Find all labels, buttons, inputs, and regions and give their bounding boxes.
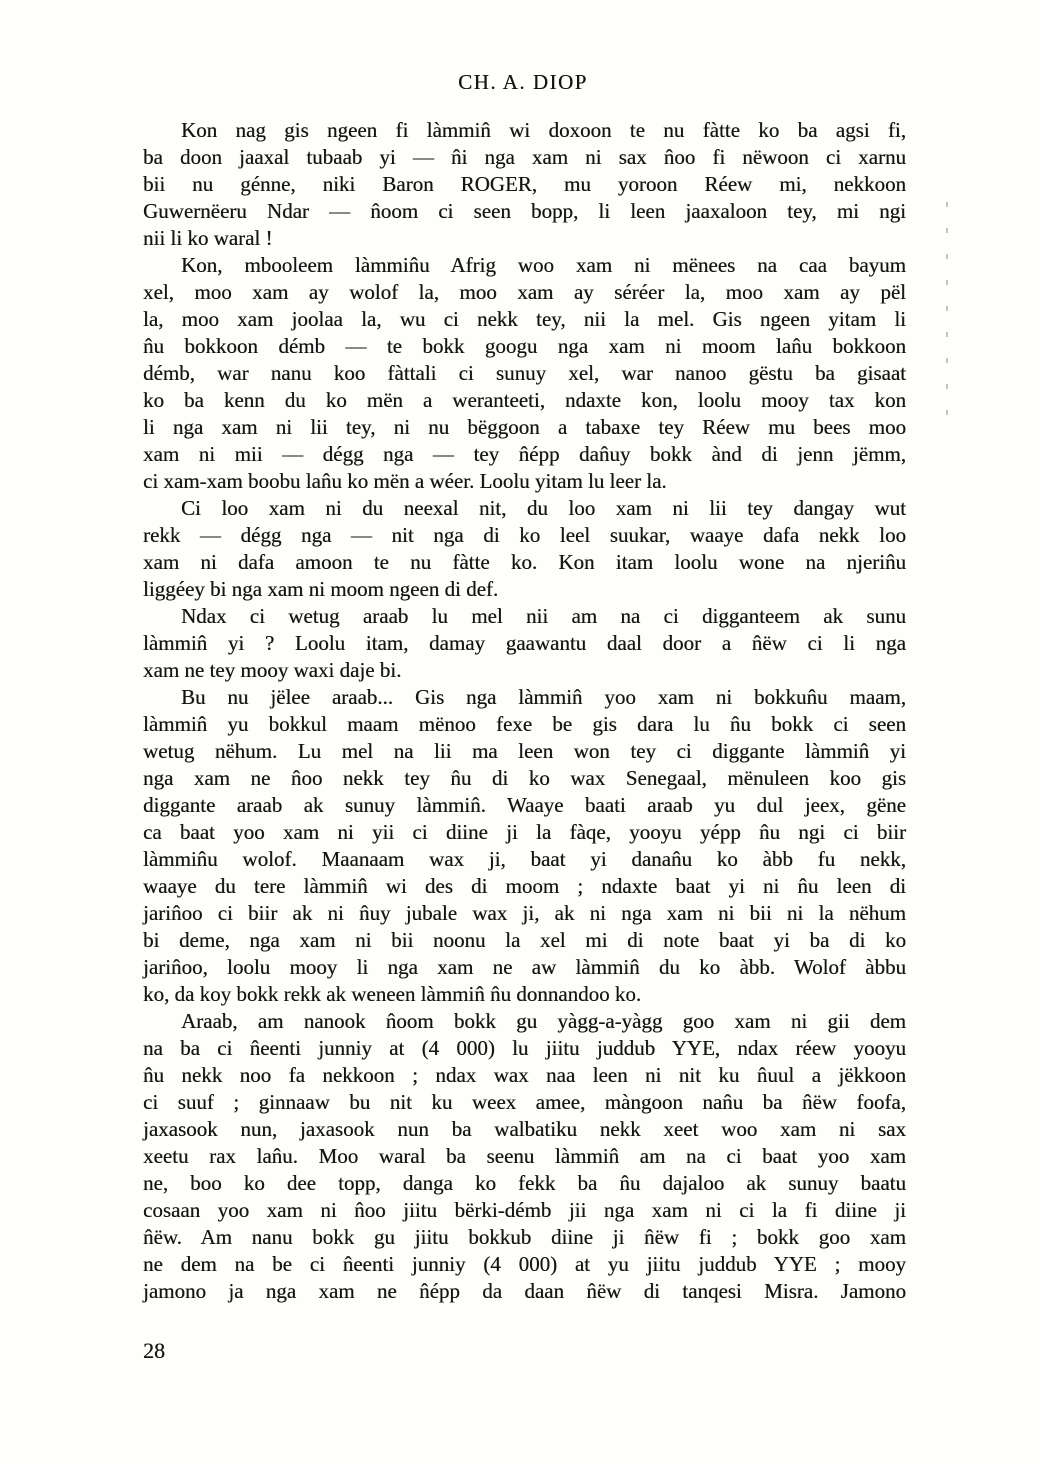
text-line: xam ni dafa amoon te nu fàtte ko. Kon itam loolu wone na njerin̂u [143, 550, 906, 574]
text-line: jamono ja nga xam ne n̂épp da daan n̂ëw di tanqesi Misra. Jamono [143, 1279, 906, 1303]
text-line: jaxasook nun, jaxasook nun ba walbatiku nekk xeet woo xam ni sax [143, 1117, 906, 1141]
text-line: Kon, mbooleem làmmin̂u Afrig woo xam ni mënees na caa bayum [181, 253, 906, 277]
text-line: liggéey bi nga xam ni moom ngeen di def. [143, 577, 499, 601]
paragraph [143, 495, 906, 603]
text-line: Guwernëeru Ndar — n̂oom ci seen bopp, li leen jaaxaloon tey, mi ngi [143, 199, 906, 223]
text-line: xam ne tey mooy waxi daje bi. [143, 658, 402, 682]
text-line: jarin̂oo ci biir ak ni n̂uy jubale wax ji, ak ni nga xam ni bii ni la nëhum [143, 901, 906, 925]
scan-artifact-marks [946, 202, 948, 434]
text-line: Ci loo xam ni du neexal nit, du loo xam ni lii tey dangay wut [181, 496, 906, 520]
text-line: li nga xam ni lii tey, ni nu bëggoon a tabaxe tey Réew mu bees moo [143, 415, 906, 439]
text-line: ko ba kenn du ko mën a weranteeti, ndaxte kon, loolu mooy tax kon [143, 388, 906, 412]
text-line: n̂u bokkoon démb — te bokk googu nga xam ni moom lan̂u bokkoon [143, 334, 906, 358]
text-line: xel, moo xam ay wolof la, moo xam ay séréer la, moo xam ay pël [143, 280, 906, 304]
text-line: bi deme, nga xam ni bii noonu la xel mi di note baat yi ba di ko [143, 928, 906, 952]
text-line: làmmin̂ yi ? Loolu itam, damay gaawantu daal door a n̂ëw ci li nga [143, 631, 906, 655]
text-line: na ba ci n̂eenti junniy at (4 000) lu jiitu juddub YYE, ndax réew yooyu [143, 1036, 906, 1060]
text-line: Ndax ci wetug araab lu mel nii am na ci digganteem ak sunu [181, 604, 906, 628]
text-line: Bu nu jëlee araab... Gis nga làmmin̂ yoo xam ni bokkun̂u maam, [181, 685, 906, 709]
text-line: xam ni mii — dégg nga — tey n̂épp dan̂uy bokk ànd di jenn jëmm, [143, 442, 906, 466]
body-text [143, 117, 906, 1305]
paragraph [143, 684, 906, 1008]
paragraph [143, 252, 906, 495]
text-line: Araab, am nanook n̂oom bokk gu yàgg-a-yàgg goo xam ni gii dem [181, 1009, 906, 1033]
text-line: wetug nëhum. Lu mel na lii ma leen won tey ci diggante làmmin̂ yi [143, 739, 906, 763]
running-header: CH. A. DIOP [458, 70, 588, 94]
text-line: nii li ko waral ! [143, 226, 273, 250]
paragraph [143, 117, 906, 252]
text-line: n̂ëw. Am nanu bokk gu jiitu bokkub diine ji n̂ëw fi ; bokk goo xam [143, 1225, 906, 1249]
text-line: démb, war nanu koo fàttali ci sunuy xel, war nanoo gëstu ba gisaat [143, 361, 906, 385]
text-line: ko, da koy bokk rekk ak weneen làmmin̂ n̂u donnandoo ko. [143, 982, 642, 1006]
text-line: jarin̂oo, loolu mooy li nga xam ne aw làmmin̂ du ko àbb. Wolof àbbu [143, 955, 906, 979]
paragraph [143, 603, 906, 684]
text-line: xeetu rax lan̂u. Moo waral ba seenu làmmin̂ am na ci baat yoo xam [143, 1144, 906, 1168]
text-line: làmmin̂ yu bokkul maam mënoo fexe be gis dara lu n̂u bokk ci seen [143, 712, 906, 736]
text-line: rekk — dégg nga — nit nga di ko leel suukar, waaye dafa nekk loo [143, 523, 906, 547]
text-line: la, moo xam joolaa la, wu ci nekk tey, nii la mel. Gis ngeen yitam li [143, 307, 906, 331]
text-line: ca baat yoo xam ni yii ci diine ji la fàqe, yooyu yépp n̂u ngi ci biir [143, 820, 906, 844]
text-line: Kon nag gis ngeen fi làmmin̂ wi doxoon te nu fàtte ko ba agsi fi, [181, 118, 906, 142]
text-line: n̂u nekk noo fa nekkoon ; ndax wax naa leen ni nit ku n̂uul a jëkkoon [143, 1063, 906, 1087]
text-line: ci suuf ; ginnaaw bu nit ku weex amee, màngoon nan̂u ba n̂ëw foofa, [143, 1090, 906, 1114]
text-line: bii nu génne, niki Baron ROGER, mu yoroon Réew mi, nekkoon [143, 172, 906, 196]
text-line: ne dem na be ci n̂eenti junniy (4 000) at yu jiitu juddub YYE ; mooy [143, 1252, 906, 1276]
text-line: ba doon jaaxal tubaab yi — n̂i nga xam ni sax n̂oo fi nëwoon ci xarnu [143, 145, 906, 169]
text-line: waaye du tere làmmin̂ wi des di moom ; ndaxte baat yi ni n̂u leen di [143, 874, 906, 898]
text-line: cosaan yoo xam ni n̂oo jiitu bërki-démb jii nga xam ni ci la fi diine ji [143, 1198, 906, 1222]
text-line: nga xam ne n̂oo nekk tey n̂u di ko wax Senegaal, mënuleen koo gis [143, 766, 906, 790]
text-line: diggante araab ak sunuy làmmin̂. Waaye baati araab yu dul jeex, gëne [143, 793, 906, 817]
paragraph [143, 1008, 906, 1305]
text-line: ne, boo ko dee topp, danga ko fekk ba n̂u dajaloo ak sunuy baatu [143, 1171, 906, 1195]
text-line: làmmin̂u wolof. Maanaam wax ji, baat yi danan̂u ko àbb fu nekk, [143, 847, 906, 871]
text-line: ci xam-xam boobu lan̂u ko mën a wéer. Loolu yitam lu leer la. [143, 469, 667, 493]
page-number: 28 [143, 1338, 165, 1363]
